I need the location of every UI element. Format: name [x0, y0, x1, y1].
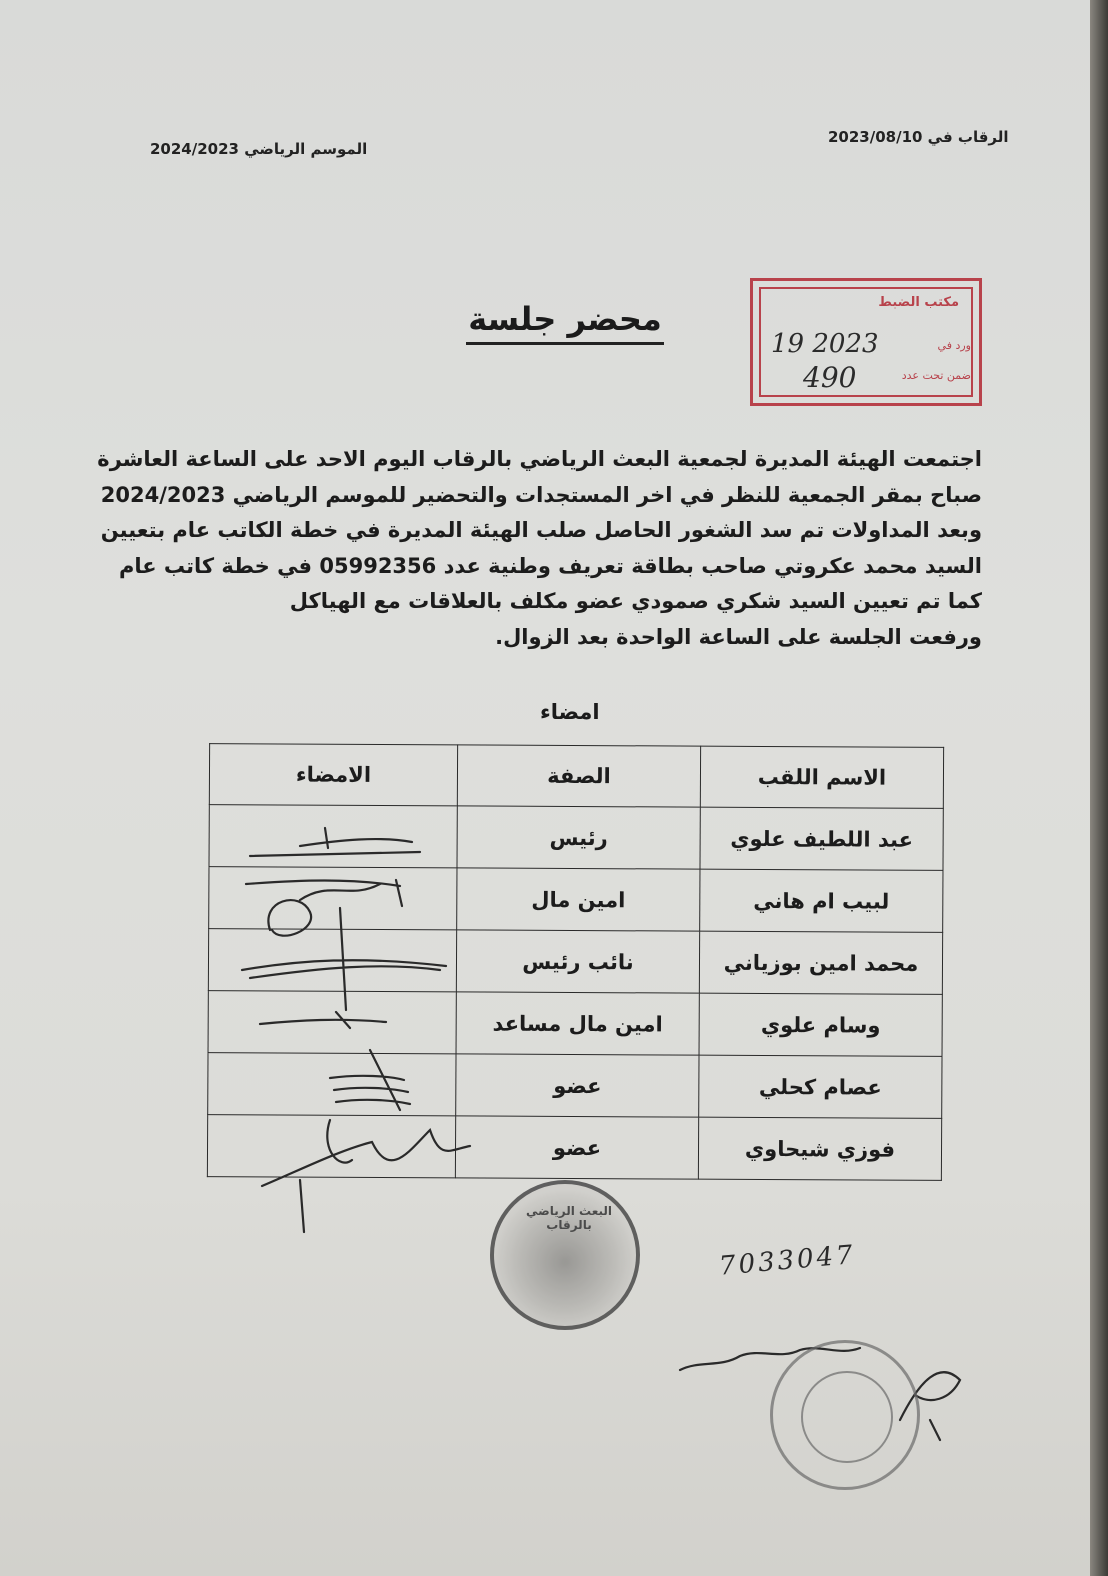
- signature-1: [250, 828, 420, 856]
- club-seal: [490, 1180, 640, 1330]
- signature-4: [260, 1012, 386, 1028]
- registry-stamp-registered: ورد في: [937, 339, 971, 352]
- body-line: ورفعت الجلسة على الساعة الواحدة بعد الزوال.: [495, 624, 982, 649]
- member-name: محمد امين بوزياني: [699, 931, 942, 994]
- registry-stamp-under-number: ضمن تحت عدد: [901, 369, 971, 382]
- signature-2: [246, 880, 402, 936]
- member-name: فوزي شيحاوي: [698, 1117, 941, 1180]
- registry-stamp-office: مكتب الضبط: [878, 295, 959, 310]
- page-edge-shadow: [1090, 0, 1108, 1576]
- signature-6: [262, 1120, 470, 1232]
- signature-3: [242, 908, 446, 1010]
- body-line: وبعد المداولات تم سد الشغور الحاصل صلب الهيئة المديرة في خطة الكاتب عام بتعيين: [100, 518, 982, 542]
- header-name: الاسم اللقب: [700, 746, 943, 808]
- header-season: الموسم الرياضي 2024/2023: [150, 140, 368, 158]
- member-name: عصام كحلي: [699, 1055, 942, 1118]
- signatures-heading: امضاء: [540, 700, 600, 724]
- member-role: امين مال: [457, 868, 700, 931]
- registry-stamp-handwritten-number: 490: [803, 361, 857, 394]
- signature-5: [330, 1050, 410, 1110]
- certification-handwritten-number: 7033047: [717, 1239, 857, 1282]
- member-role: رئيس: [457, 806, 700, 869]
- member-name: عبد اللطيف علوي: [700, 807, 943, 870]
- header-role: الصفة: [457, 745, 700, 807]
- header-signature: الامضاء: [209, 744, 457, 806]
- club-seal-text: البعث الرياضي بالرقاب: [525, 1204, 612, 1232]
- body-line: كما تم تعيين السيد شكري صمودي عضو مكلف بالعلاقات مع الهياكل: [289, 589, 982, 613]
- body-line: اجتمعت الهيئة المديرة لجمعية البعث الرياضي بالرقاب اليوم الاحد على الساعة العاشرة: [97, 447, 982, 471]
- member-role: امين مال مساعد: [456, 992, 699, 1055]
- municipal-seal-inner: [801, 1371, 893, 1463]
- body-line: السيد محمد عكروتي صاحب بطاقة تعريف وطنية عدد 05992356 في خطة كاتب عام: [118, 553, 982, 578]
- member-name: وسام علوي: [699, 993, 942, 1056]
- document-title: محضر جلسة: [466, 300, 664, 345]
- member-role: نائب رئيس: [456, 930, 699, 993]
- certification-stamp: [715, 1198, 994, 1341]
- member-role: عضو: [455, 1116, 698, 1179]
- header-date-place: الرقاب في 2023/08/10: [828, 128, 1009, 146]
- body-line: صباح بمقر الجمعية للنظر في اخر المستجدات والتحضير للموسم الرياضي 2024/2023: [100, 482, 982, 507]
- municipal-seal: [770, 1340, 920, 1490]
- member-name: لبيب ام هاني: [700, 869, 943, 932]
- registry-stamp-handwritten-date: 19 2023: [771, 329, 879, 359]
- member-role: عضو: [456, 1054, 699, 1117]
